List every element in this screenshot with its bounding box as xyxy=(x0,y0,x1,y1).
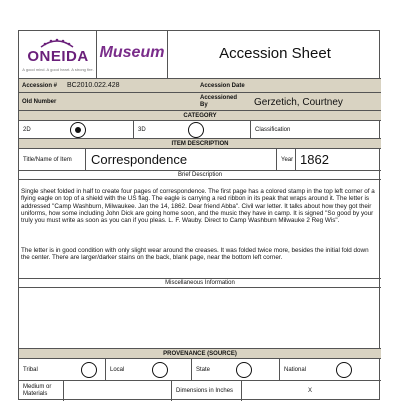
brief-description-paragraph-2: The letter is in good condition with only slight wear around the creases. It was folded twice more, besides the initial fold down the center. There are larger/darker stains on the back, blank page, near the bottom left corner. xyxy=(21,247,369,262)
radio-2d[interactable] xyxy=(70,122,86,138)
logo-wordmark: ONEIDA xyxy=(27,48,89,65)
misc-information-label: Miscellaneous Information xyxy=(165,280,235,286)
provenance-header-row xyxy=(19,349,381,359)
divider xyxy=(133,121,134,138)
accession-sheet xyxy=(18,30,380,400)
oneida-logo xyxy=(19,31,97,79)
brief-description-box[interactable] xyxy=(19,180,381,279)
divider xyxy=(85,149,86,170)
divider xyxy=(295,149,296,170)
museum-cell xyxy=(97,31,167,79)
radio-local[interactable] xyxy=(152,362,168,378)
logo-subtitle: A good mind. A good heart. A strong fire. xyxy=(22,67,94,72)
category-header-row xyxy=(19,111,381,121)
radio-national[interactable] xyxy=(336,362,352,378)
divider xyxy=(191,359,192,380)
state-label: State xyxy=(196,367,211,373)
brief-description-label: Brief Description xyxy=(177,172,222,178)
brief-description-label-row xyxy=(19,171,381,180)
divider xyxy=(63,381,64,401)
divider xyxy=(171,381,172,401)
category-header: CATEGORY xyxy=(183,113,217,119)
accession-date-label: Accession Date xyxy=(200,83,245,89)
option-3d-label: 3D xyxy=(138,127,146,133)
dimensions-label: Dimensions in Inches xyxy=(176,388,234,394)
radio-selected-dot xyxy=(75,127,81,133)
footer-row xyxy=(19,381,381,401)
option-2d-label: 2D xyxy=(23,127,31,133)
provenance-row xyxy=(19,359,381,381)
item-description-header-row xyxy=(19,139,381,149)
tribal-label: Tribal xyxy=(23,367,38,373)
accession-number-label: Accession # xyxy=(22,83,58,89)
radio-tribal[interactable] xyxy=(81,362,97,378)
item-description-header: ITEM DESCRIPTION xyxy=(171,141,229,147)
logo-arc-icon xyxy=(39,38,75,48)
museum-label: Museum xyxy=(99,44,165,61)
radio-3d[interactable] xyxy=(188,122,204,138)
old-number-label: Old Number xyxy=(22,99,57,105)
classification-label: Classification xyxy=(255,127,291,133)
radio-state[interactable] xyxy=(236,362,252,378)
dimensions-x: X xyxy=(308,388,313,394)
accessioned-by-label: Accessioned By xyxy=(200,95,238,108)
old-number-row xyxy=(19,93,381,111)
year-value[interactable]: 1862 xyxy=(300,152,329,167)
misc-label-row xyxy=(19,279,381,288)
year-label: Year xyxy=(281,157,294,163)
title-cell xyxy=(167,31,381,79)
divider xyxy=(105,359,106,380)
item-title-row xyxy=(19,149,381,171)
national-label: National xyxy=(284,367,307,373)
accession-number-row xyxy=(19,79,381,93)
medium-materials-label: Medium or Materials xyxy=(23,384,52,397)
divider xyxy=(250,121,251,138)
divider xyxy=(241,381,242,401)
accessioned-by-value[interactable]: Gerzetich, Courtney xyxy=(254,97,343,108)
local-label: Local xyxy=(110,367,125,373)
accession-number-value[interactable]: BC2010.022.428 xyxy=(67,82,120,89)
misc-information-box[interactable] xyxy=(19,288,381,349)
divider xyxy=(279,359,280,380)
divider xyxy=(276,149,277,170)
title-name-value[interactable]: Correspondence xyxy=(91,152,188,167)
category-row xyxy=(19,121,381,139)
brief-description-paragraph-1: Single sheet folded in half to create four pages of correspondence. The first page has a colored stamp in the top left corner of a flying eagle on top of a shield with the US flag. The eagle is carrying a red ribbon in its peak that wraps around it. The letter is addressed "Camp Washburn, Milwaukee. Jan the 14, 1862. Dear friend Abba". Civil war letter. It talks about how they got their uniforms, how some including John Dick are going home soon, and the music they have in camp. It is signed "So good by your truly you must write as soon as you can if you pleas. L. F. Wauby. Direct to Camp Washburn Milwauke 2 Reg Wis". xyxy=(21,188,375,225)
page-title: Accession Sheet xyxy=(219,45,331,62)
title-name-label: Title/Name of Item xyxy=(23,157,72,163)
provenance-header: PROVENANCE (SOURCE) xyxy=(163,351,237,357)
